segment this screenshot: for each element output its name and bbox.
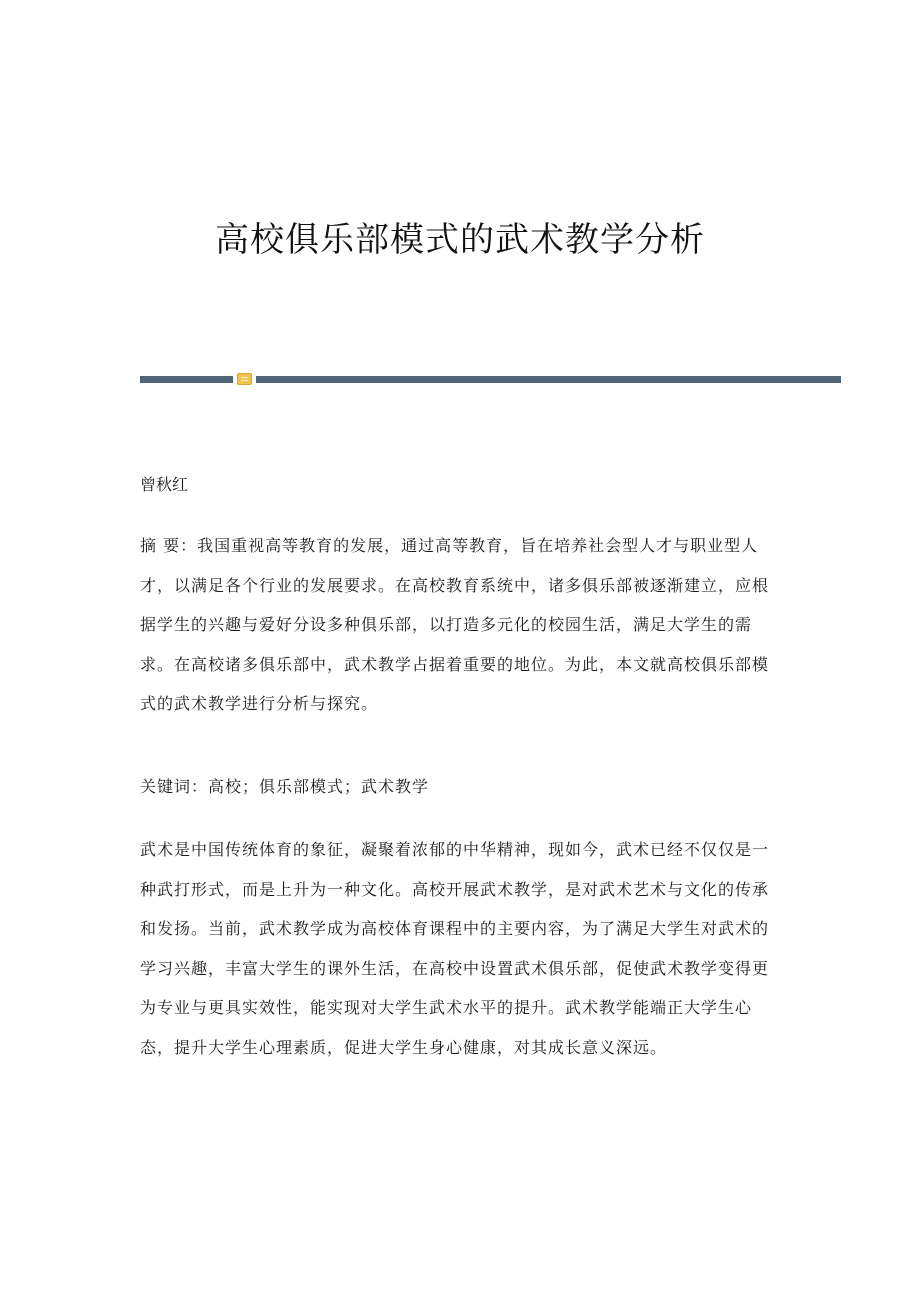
abstract-paragraph: 摘 要：我国重视高等教育的发展，通过高等教育，旨在培养社会型人才与职业型人才，以满足各个行业的发展要求。在高校教育系统中，诸多俱乐部被逐渐建立，应根据学生的兴趣与爱好分设多种俱乐部，以打造多元化的校园生活，满足大学生的需求。在高校诸多俱乐部中，武术教学占据着重要的地位。为此，本文就高校俱乐部模式的武术教学进行分析与探究。 (140, 536, 770, 713)
divider-bar-right (256, 376, 841, 383)
title-divider (140, 373, 841, 385)
divider-ornament-icon (237, 373, 252, 385)
divider-bar-left (140, 376, 233, 383)
body-paragraph: 武术是中国传统体育的象征，凝聚着浓郁的中华精神，现如今，武术已经不仅仅是一种武打形式，而是上升为一种文化。高校开展武术教学，是对武术艺术与文化的传承和发扬。当前，武术教学成为高校体育课程中的主要内容，为了满足大学生对武术的学习兴趣，丰富大学生的课外生活，在高校中设置武术俱乐部，促使武术教学变得更为专业与更具实效性，能实现对大学生武术水平的提升。武术教学能端正大学生心态，提升大学生心理素质，促进大学生身心健康，对其成长意义深远。 (140, 840, 770, 1057)
page-title: 高校俱乐部模式的武术教学分析 (215, 220, 705, 260)
keywords-line: 关键词：高校；俱乐部模式；武术教学 (140, 777, 430, 796)
author-name: 曾秋红 (140, 475, 189, 494)
